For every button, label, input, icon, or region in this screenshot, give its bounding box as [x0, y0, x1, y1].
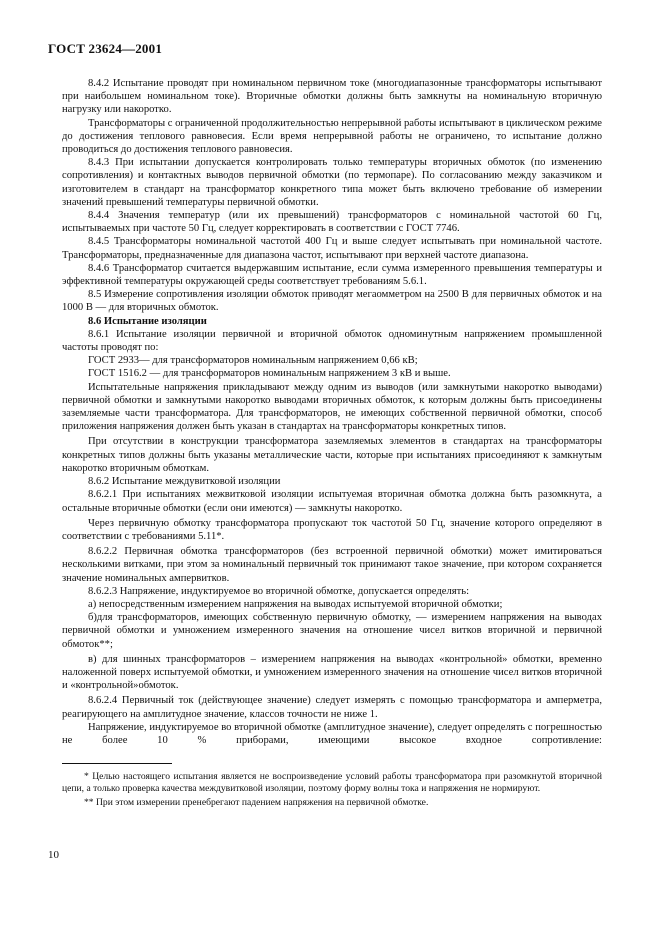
paragraph-8-4-3: 8.4.3 При испытании допускается контролировать только температуры вторичных обмоток (по изменению сопротивления) и контактных выводов первичной обмотки (по термопаре). По согласованию между заказчиком и изготовителем в стандарт на трансформатор конкретного типа может быть включено требование об измерении значений превышений температуры первичной обмотки.: [62, 157, 602, 208]
paragraph-8-6-1: 8.6.1 Испытание изоляции первичной и вторичной обмоток одноминутным напряжением промышленной частоты проводят по:: [62, 328, 602, 354]
paragraph-8-6-2: 8.6.2 Испытание междувитковой изоляции: [88, 476, 281, 488]
paragraph-8-5: 8.5 Измерение сопротивления изоляции обмоток приводят мегаомметром на 2500 В для первичных обмоток и на 1000 В — для вторичных обмоток.: [62, 289, 602, 314]
list-item: б)для трансформаторов, имеющих собственную первичную обмотку, — измерением напряжения на выводах первичной обмотки и умножением измеренного значения на отношение чисел витков вторичной и первичной обмоток**;: [62, 612, 602, 650]
paragraph: Испытательные напряжения прикладывают между одним из выводов (или замкнутыми накоротко выводами) первичной обмотки и замкнутыми накоротко выводами вторичных обмоток, к которым должны быть присоединены заземляемые части трансформатора. Для трансформаторов, не имеющих собственной первичной обмотки, способ приложения напряжения должен быть указан в стандартах на трансформаторы конкретных типов.: [62, 381, 602, 433]
list-item: а) непосредственным измерением напряжения на выводах испытуемой вторичной обмотки;: [88, 598, 503, 610]
paragraph: Трансформаторы с ограниченной продолжительностью непрерывной работы испытывают в циклическом режиме до достижения теплового равновесия. Если время непрерывной работы не ограничено, то испытание должно проводиться до достижения теплового равновесия.: [62, 117, 603, 156]
document-header: ГОСТ 23624—2001: [48, 41, 163, 56]
paragraph: Через первичную обмотку трансформатора пропускают ток частотой 50 Гц, значение которого определяют в соответствии с требованиями 5.11*.: [62, 517, 602, 542]
list-item: ГОСТ 1516.2 — для трансформаторов номинальным напряжением 3 кВ и выше.: [88, 368, 451, 380]
paragraph: Напряжение, индуктируемое во вторичной обмотке (амплитудное значение), следует определять с погрешностью не более 10 % приборами, имеющими высокое входное сопротивление:: [62, 721, 602, 746]
footnote-divider: [62, 763, 172, 764]
paragraph-8-4-2: 8.4.2 Испытание проводят при номинальном первичном токе (многодиапазонные трансформаторы испытывают при наибольшем номинальном токе). Вторичные обмотки должны быть замкнуты на номинальную вторичную нагрузку или накоротко.: [62, 78, 602, 116]
footnotes: [62, 771, 602, 812]
paragraph-8-6-2-2: 8.6.2.2 Первичная обмотка трансформаторов (без встроенной первичной обмотки) может имитироваться несколькими витками, при этом за номинальный первичный ток принимают такое значение, при котором сохраняется значение номинальных ампервитков.: [62, 546, 602, 584]
paragraph-8-6-2-1: 8.6.2.1 При испытаниях межвитковой изоляции испытуемая вторичная обмотка должна быть разомкнута, а остальные вторичные обмотки (если они имеются) — замкнуты накоротко.: [62, 489, 602, 514]
paragraph-8-6-2-3: 8.6.2.3 Напряжение, индуктируемое во вторичной обмотке, допускается определять:: [88, 585, 470, 597]
paragraph-8-4-6: 8.4.6 Трансформатор считается выдержавшим испытание, если сумма измеренного превышения температуры и эффективной температуры окружающей среды соответствует требованиям 5.6.1.: [62, 262, 602, 288]
page-number: 10: [48, 849, 59, 861]
list-item: ГОСТ 2933— для трансформаторов номинальным напряжением 0,66 кВ;: [88, 355, 418, 367]
footnote: * Целью настоящего испытания является не воспроизведение условий работы трансформатора при разомкнутой вторичной цепи, а только проверка качества междувитковой изоляции, поэтому форму волны тока и напряжения не нормируют.: [62, 771, 602, 795]
document-body: [62, 77, 602, 747]
footnote: ** При этом измерении пренебрегают падением напряжения на первичной обмотке.: [84, 797, 429, 809]
list-item: в) для шинных трансформаторов – измерением напряжения на выводах «контрольной» обмотки, временно наложенной поверх испытуемой обмотки, и умножением измеренного значения на отношение чисел витков вторичной и «контрольной»обмоток.: [62, 653, 602, 692]
section-heading-8-6: 8.6 Испытание изоляции: [88, 315, 207, 327]
paragraph: При отсутствии в конструкции трансформатора заземляемых элементов в стандартах на трансформаторы конкретных типов должны быть указаны металлические части, которые при испытаниях присоединяют к замкнутым накоротко вторичным обмоткам.: [62, 436, 602, 474]
paragraph-8-6-2-4: 8.6.2.4 Первичный ток (действующее значение) следует измерять с помощью трансформатора и амперметра, реагирующего на амплитудное значение, классов точности не ниже 1.: [62, 695, 602, 720]
paragraph-8-4-4: 8.4.4 Значения температур (или их превышений) трансформаторов с номинальной частотой 60 Гц, испытываемых при частоте 50 Гц, следует корректировать в соответствии с ГОСТ 7746.: [62, 210, 602, 235]
paragraph-8-4-5: 8.4.5 Трансформаторы номинальной частотой 400 Гц и выше следует испытывать при номинальной частоте. Трансформаторы, предназначенные для диапазона частот, испытывают при верхней частоте диапазона.: [62, 236, 602, 261]
